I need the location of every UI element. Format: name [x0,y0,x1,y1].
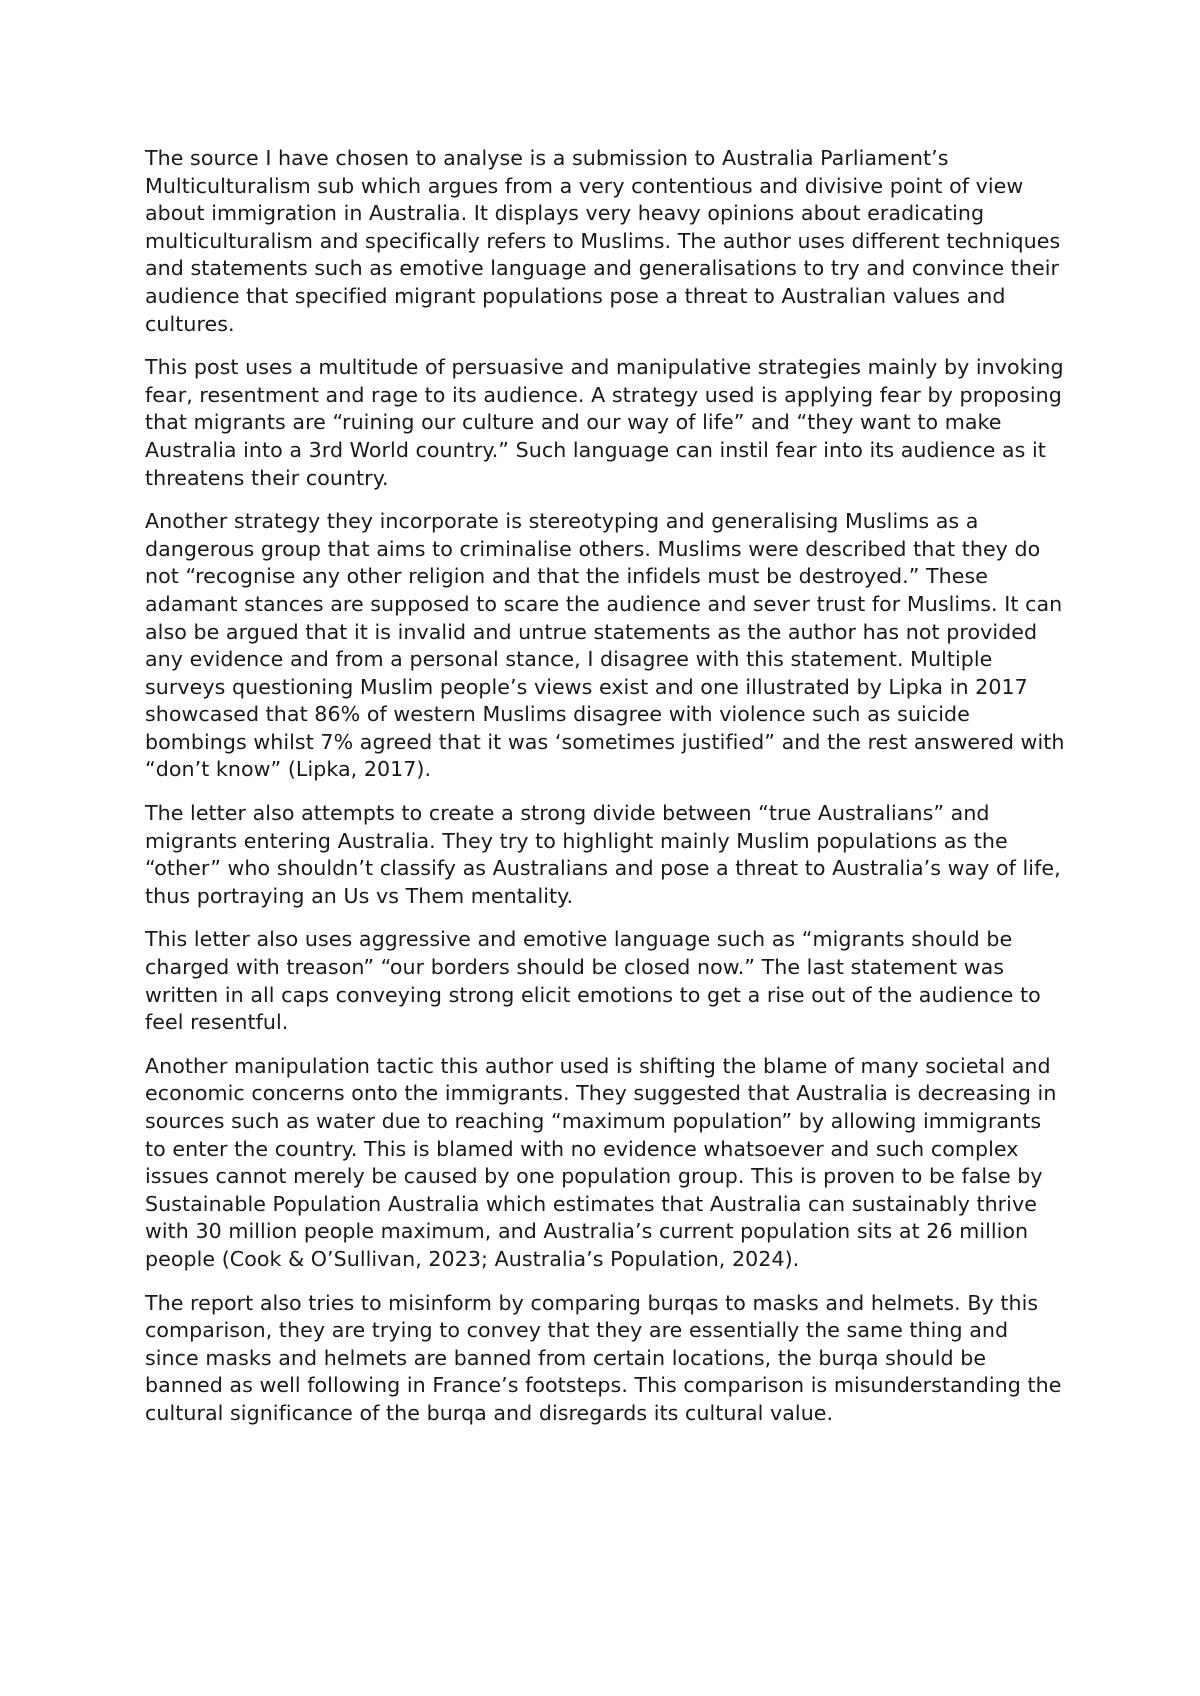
paragraph-6: Another manipulation tactic this author used is shifting the blame of many societal and economic concerns onto the immigrants. They suggested that Australia is decreasing in sources such as water due to reaching “maximum population” by allowing immigrants to enter the country. This is blamed with no evidence whatsoever and such complex issues cannot merely be caused by one population group. This is proven to be false by Sustainable Population Australia which estimates that Australia can sustainably thrive with 30 million people maximum, and Australia’s current population sits at 26 million people (Cook & O’Sullivan, 2023; Australia’s Population, 2024). [145,1053,1057,1271]
paragraph-2: This post uses a multitude of persuasive and manipulative strategies mainly by invoking fear, resentment and rage to its audience. A strategy used is applying fear by proposing that migrants are “ruining our culture and our way of life” and “they want to make Australia into a 3rd World country.” Such language can instil fear into its audience as it threatens their country. [145,355,1064,490]
paragraph-4: The letter also attempts to create a strong divide between “true Australians” and migrants entering Australia. They try to highlight mainly Muslim populations as the “other” who shouldn’t classify as Australians and pose a threat to Australia’s way of life, thus portraying an Us vs Them mentality. [145,801,1061,908]
paragraph-3: Another strategy they incorporate is stereotyping and generalising Muslims as a dangerous group that aims to criminalise others. Muslims were described that they do not “recognise any other religion and that the infidels must be destroyed.” These adamant stances are supposed to scare the audience and sever trust for Muslims. It can also be argued that it is invalid and untrue statements as the author has not provided any evidence and from a personal stance, I disagree with this statement. Multiple surveys questioning Muslim people’s views exist and one illustrated by Lipka in 2017 showcased that 86% of western Muslims disagree with violence such as suicide bombings whilst 7% agreed that it was ‘sometimes justified” and the rest answered with “don’t know” (Lipka, 2017). [145,509,1065,782]
paragraph-1: The source I have chosen to analyse is a submission to Australia Parliament’s Multiculturalism sub which argues from a very contentious and divisive point of view about immigration in Australia. It displays very heavy opinions about eradicating multiculturalism and specifically refers to Muslims. The author uses different techniques and statements such as emotive language and generalisations to try and convince their audience that specified migrant populations pose a threat to Australian values and cultures. [145,146,1061,336]
paragraph-5: This letter also uses aggressive and emotive language such as “migrants should be charged with treason” “our borders should be closed now.” The last statement was written in all caps conveying strong elicit emotions to get a rise out of the audience to feel resentful. [145,927,1041,1035]
document-body [145,145,1065,1444]
paragraph-7: The report also tries to misinform by comparing burqas to masks and helmets. By this comparison, they are trying to convey that they are essentially the same thing and since masks and helmets are banned from certain locations, the burqa should be banned as well following in France’s footsteps. This comparison is misunderstanding the cultural significance of the burqa and disregards its cultural value. [145,1290,1062,1425]
